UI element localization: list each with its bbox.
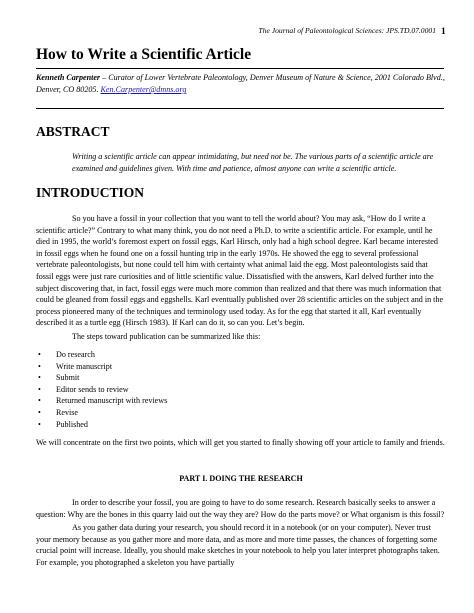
intro-paragraph [36,213,446,329]
abstract-heading: ABSTRACT [36,124,110,139]
author-rule [36,108,444,109]
author-email-link[interactable]: Ken.Carpenter@dmns.org [100,85,187,94]
author-affiliation: – Curator of Lower Vertebrate Paleontology, Denver Museum of Nature & Science, 2001 Colorado Blvd., Denver, CO 80205. [36,73,445,94]
list-item: • Do research [38,350,95,359]
list-item: • Returned manuscript with reviews [38,396,168,406]
list-item: • Published [38,419,88,429]
bullet-icon: • [38,361,41,371]
part1-heading: PART I. DOING THE RESEARCH [179,474,303,483]
steps-intro [36,331,446,343]
list-item: • Revise [38,407,79,417]
author-block [36,72,446,96]
bullet-icon: • [38,373,41,383]
bullet-icon: • [38,350,41,359]
steps-intro-text: The steps toward publication can be summarized like this: [72,332,261,341]
bullet-icon: • [38,396,41,406]
bullet-icon: • [38,384,41,394]
concentrate-paragraph: We will concentrate on the first two points, which will get you started to finally showing off your article to family and friends. [36,438,445,447]
research-paragraph-text: In order to describe your fossil, you are going to have to do some research. Research basically seeks to answer a question: Why are the bones in this quarry laid out the way they are? How do the parts move? or What organism is this fossil? [36,498,445,519]
notebook-paragraph [36,522,446,568]
notebook-paragraph-text: As you gather data during your research, you should record it in a notebook (or on your computer). Never trust your memory because as you gather more and more data, and as more and more time passes, the chances of forgetting some crucial point will increase. Ideally, you should make sketches in your notebook to help you later interpret photographs taken. For example, you photographed a skeleton you have partially [36,523,440,567]
research-paragraph [36,497,446,520]
list-item: • Submit [38,373,80,383]
title-rule [36,68,444,69]
article-title: How to Write a Scientific Article [36,46,252,63]
steps-list [36,349,416,430]
intro-paragraph-text: So you have a fossil in your collection that you want to tell the world about? You may ask, “How do I write a scientific article?” Contrary to what many think, you do not need a Ph.D. to write a scientific article. For example, until he died in 1995, the world’s foremost expert on fossil eggs, Karl Hirsch, only had a high school degree. Karl became interested in fossil eggs when he found one on a fossil hunting trip in the early 1970s. He showed the egg to several professional vertebrate paleontologists, but none could tell him with certainty what animal laid the egg. Most paleontologists said that fossil eggs were just rare curiosities and of little scientific value. Dissatisfied with the answers, Karl delved further into the subject discovering that, in fact, fossil eggs were much more common than realized and that there was much information that could be gleaned from fossil eggs and eggshells. Karl eventually published over 28 scientific articles on the subject and in the process pioneered many of the techniques and terminology used today. As for the egg that started it all, Karl eventually described it as a turtle egg (Hirsch 1983). If Karl can do it, so can you. Let’s begin. [36,214,444,328]
list-item: • Write manuscript [38,361,113,371]
bullet-icon: • [38,419,41,429]
page-number: 1 [441,27,446,37]
introduction-heading: INTRODUCTION [36,185,145,200]
author-name: Kenneth Carpenter [36,73,101,82]
list-item: • Editor sends to review [38,384,129,394]
bullet-icon: • [38,407,41,417]
running-header: The Journal of Paleontological Sciences: JPS.TD.07.0001 [258,26,436,35]
abstract-text: Writing a scientific article can appear intimidating, but need not be. The various parts of a scientific article are examined and guidelines given. With time and patience, almost anyone can write a scientific article. [72,152,434,173]
